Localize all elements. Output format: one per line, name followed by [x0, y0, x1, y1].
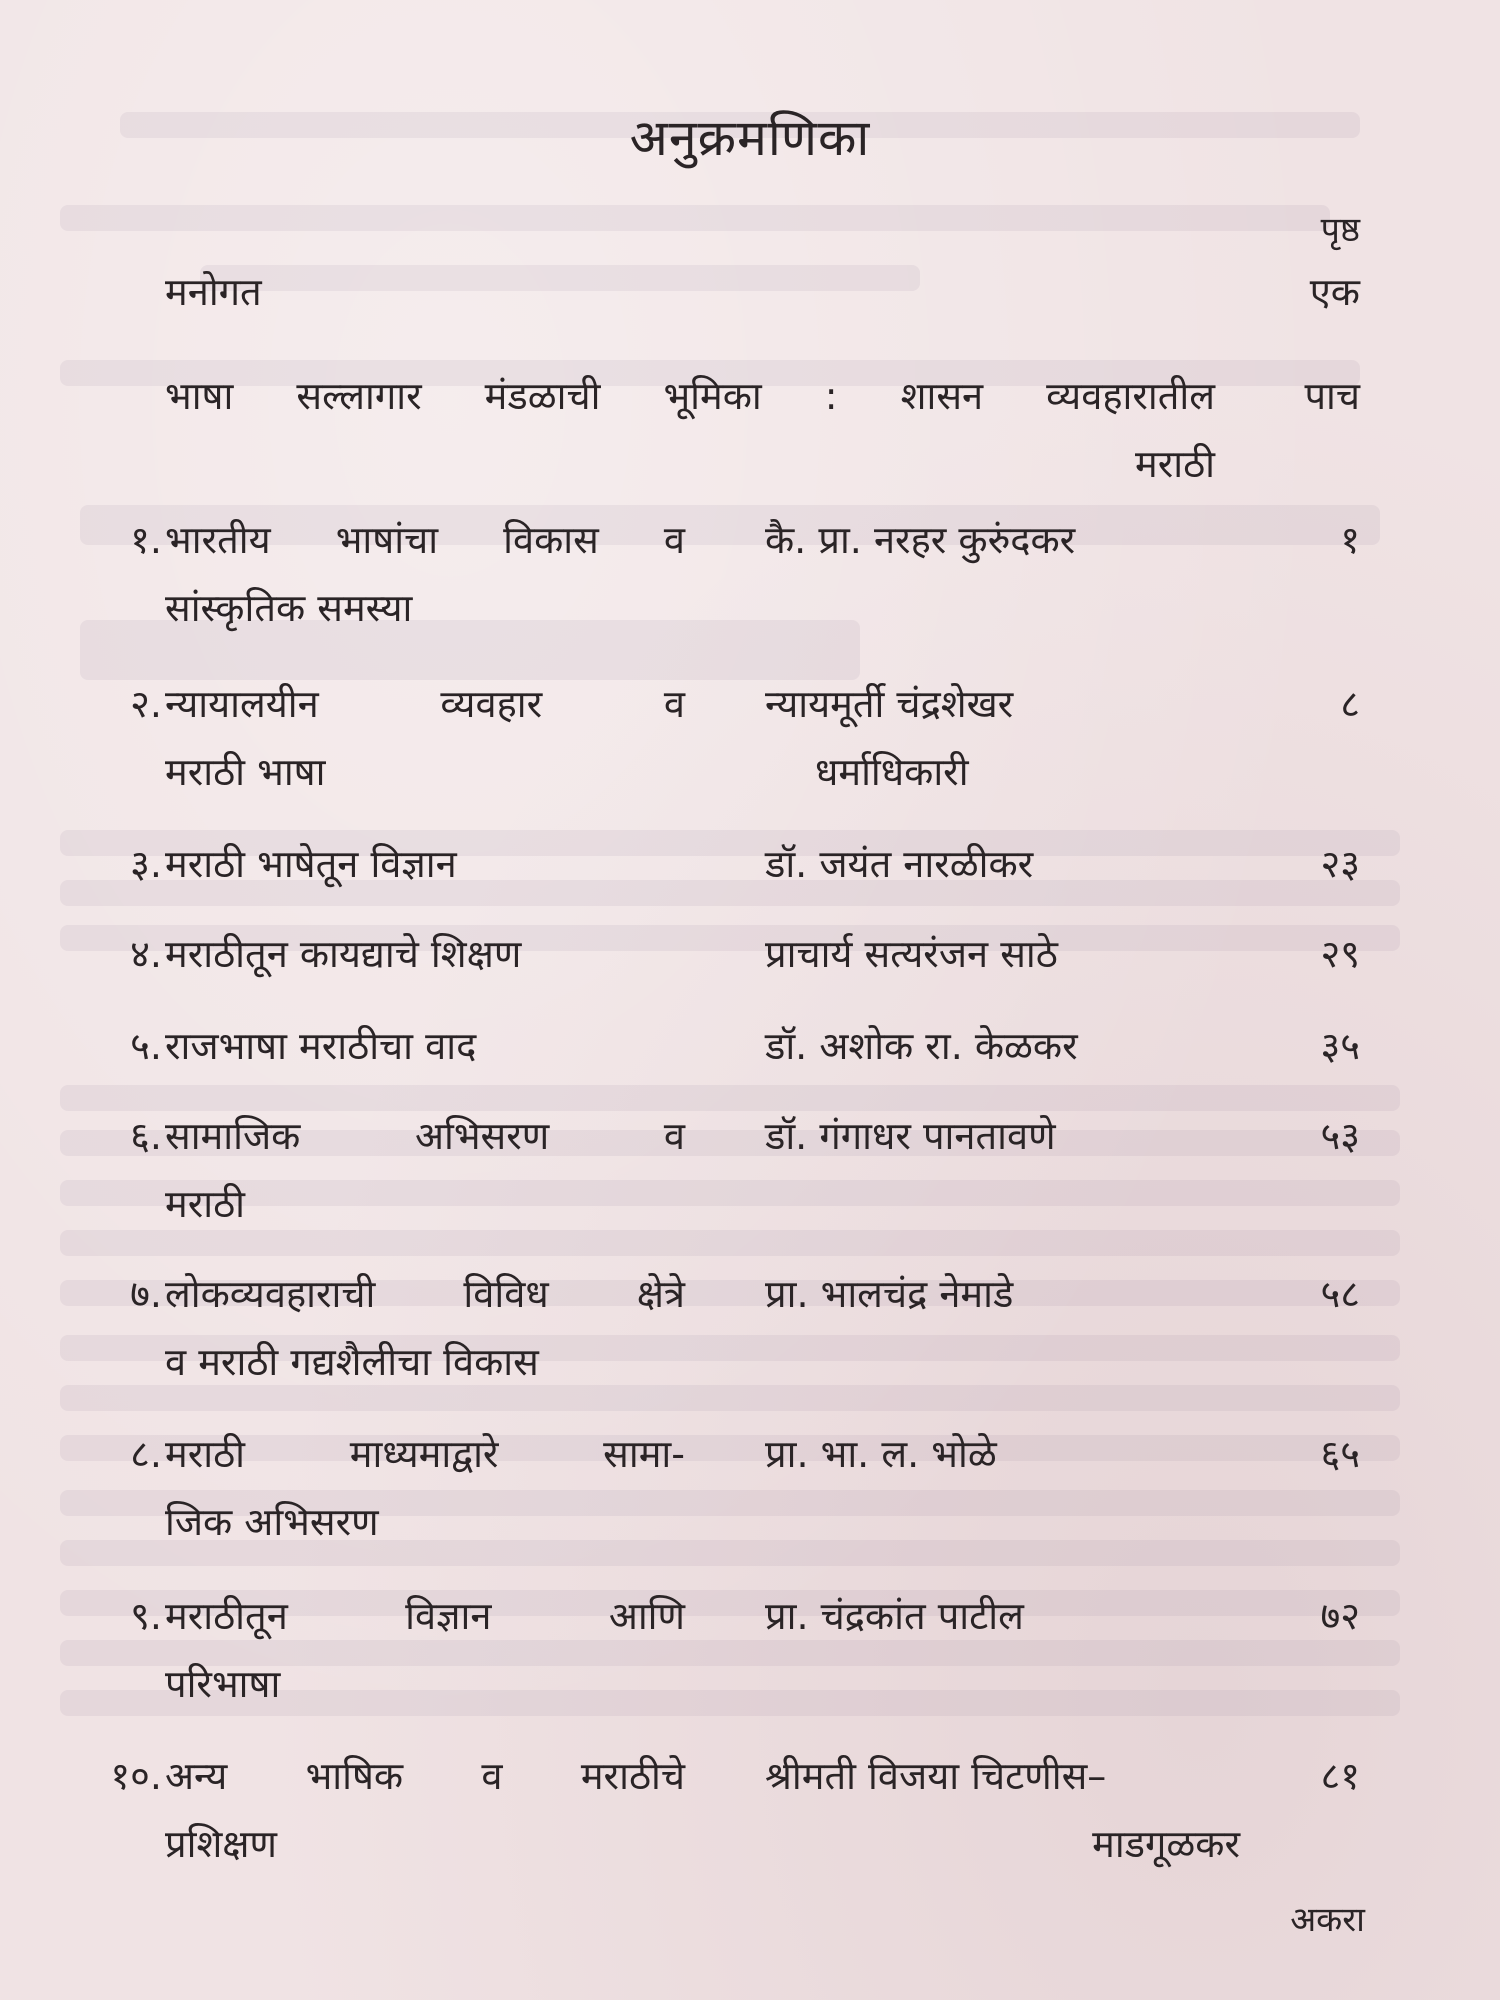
entry-number: १०.	[110, 1754, 162, 1798]
entry-author-line-1: न्यायमूर्ती चंद्रशेखर	[765, 682, 1014, 726]
entry-title-line-1: मराठी माध्यमाद्वारे सामा-	[165, 1432, 685, 1476]
entry-title-line-2: परिभाषा	[165, 1662, 281, 1706]
entry-title-block	[165, 506, 685, 642]
entry-title-line-1: भारतीय भाषांचा विकास व	[165, 518, 685, 562]
entry-author: प्रा. चंद्रकांत पाटील	[765, 1594, 1024, 1638]
entry-title-block	[165, 1260, 685, 1396]
entry-title-line-1: न्यायालयीन व्यवहार व	[165, 682, 685, 726]
entry-number: १.	[130, 518, 162, 562]
entry-title-line-1: अन्य भाषिक व मराठीचे	[165, 1754, 685, 1798]
entry-title-line-2: मराठी भाषा	[165, 750, 326, 794]
entry-title-block	[165, 670, 685, 806]
entry-number: २.	[130, 682, 162, 726]
entry-title-line-2: व मराठी गद्यशैलीचा विकास	[165, 1340, 539, 1384]
entry-author: डॉ. अशोक रा. केळकर	[765, 1024, 1078, 1068]
entry-number: ९.	[130, 1594, 162, 1638]
page-footer-number: अकरा	[1290, 1900, 1365, 1940]
entry-title: मराठी भाषेतून विज्ञान	[165, 842, 457, 886]
entry-number: ५.	[130, 1024, 162, 1068]
entry-author: प्रा. भालचंद्र नेमाडे	[765, 1272, 1014, 1316]
entry-title-line-2: जिक अभिसरण	[165, 1500, 379, 1544]
entry-title-block	[165, 1102, 685, 1238]
entry-author-block	[765, 1742, 1245, 1878]
entry-title-block	[165, 362, 1215, 498]
entry-page: ३५	[1320, 1024, 1360, 1068]
entry-number: ४.	[130, 932, 162, 976]
entry-title-block	[165, 1742, 685, 1878]
entry-page: ७२	[1320, 1594, 1360, 1638]
entry-title-line-2: प्रशिक्षण	[165, 1822, 278, 1866]
entry-title-line-1: लोकव्यवहाराची विविध क्षेत्रे	[165, 1272, 685, 1316]
entry-number: ६.	[130, 1114, 162, 1158]
entry-author: डॉ. गंगाधर पानतावणे	[765, 1114, 1056, 1158]
entry-author: कै. प्रा. नरहर कुरुंदकर	[765, 518, 1076, 562]
entry-author: प्राचार्य सत्यरंजन साठे	[765, 932, 1058, 976]
entry-page: २३	[1320, 842, 1360, 886]
entry-number: ३.	[130, 842, 162, 886]
entry-author: डॉ. जयंत नारळीकर	[765, 842, 1034, 886]
entry-title-line-1: मराठीतून विज्ञान आणि	[165, 1594, 685, 1638]
entry-title-block	[165, 1420, 685, 1556]
entry-title-line-2: सांस्कृतिक समस्या	[165, 586, 413, 630]
page-title: अनुक्रमणिका	[629, 109, 871, 167]
entry-page: ५८	[1320, 1272, 1360, 1316]
entry-page: ६५	[1320, 1432, 1360, 1476]
entry-title-line-2: मराठी	[1134, 442, 1215, 486]
entry-page: एक	[1309, 270, 1360, 314]
entry-author-block	[765, 670, 1245, 806]
entry-title: मराठीतून कायद्याचे शिक्षण	[165, 932, 522, 976]
entry-title-line-2: मराठी	[165, 1182, 246, 1226]
entry-title-line-1: भाषा सल्लागार मंडळाची भूमिका : शासन व्यवहारातील	[165, 374, 1215, 418]
entry-title-line-1: सामाजिक अभिसरण व	[165, 1114, 685, 1158]
entry-page: १	[1340, 518, 1360, 562]
entry-number: ७.	[130, 1272, 162, 1316]
entry-author-line-2: धर्माधिकारी	[815, 750, 969, 794]
entry-page: ८	[1340, 682, 1360, 726]
entry-page: २९	[1320, 932, 1360, 976]
entry-author-line-1: श्रीमती विजया चिटणीस–	[765, 1754, 1107, 1798]
entry-page: पाच	[1304, 374, 1360, 418]
entry-author-line-2: माडगूळकर	[1092, 1822, 1240, 1866]
entry-title: राजभाषा मराठीचा वाद	[165, 1024, 477, 1068]
entry-author: प्रा. भा. ल. भोळे	[765, 1432, 997, 1476]
page-column-header: पृष्ठ	[1320, 210, 1360, 250]
entry-page: ८१	[1320, 1754, 1360, 1798]
entry-title: मनोगत	[165, 270, 262, 314]
entry-number: ८.	[130, 1432, 162, 1476]
entry-page: ५३	[1320, 1114, 1360, 1158]
entry-title-block	[165, 1582, 685, 1718]
